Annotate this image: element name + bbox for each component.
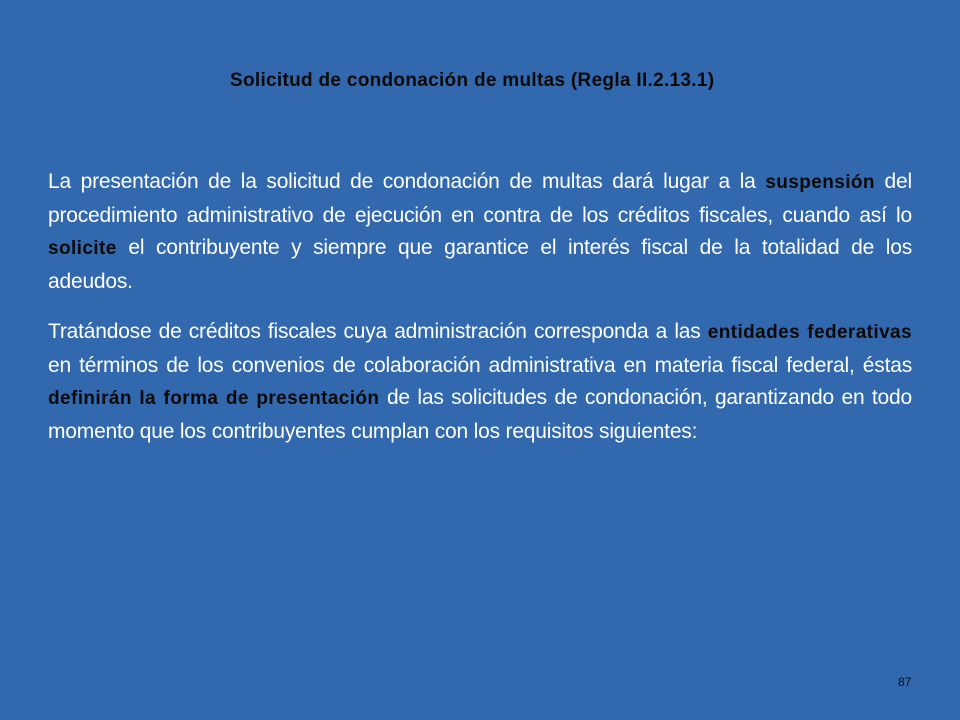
paragraph-text: del procedimiento administrativo de ejecución en contra de los créditos fiscales, cuando así lo (48, 170, 912, 227)
paragraph-text: Tratándose de créditos fiscales cuya administración corresponda a las (48, 320, 708, 343)
slide-body (48, 166, 912, 466)
paragraph-text: el contribuyente y siempre que garantice el interés fiscal de la totalidad de los adeudos. (48, 236, 912, 293)
keyword-suspension: suspensión (765, 172, 875, 193)
paragraph-suspension (48, 166, 912, 298)
paragraph-text: en términos de los convenios de colaboración administrativa en materia fiscal federal, éstas (48, 353, 912, 377)
keyword-solicite: solicite (48, 238, 117, 259)
slide-title: Solicitud de condonación de multas (Regla II.2.13.1) (230, 70, 715, 91)
keyword-entidades-federativas: entidades federativas (707, 322, 912, 343)
paragraph-entidades (48, 316, 912, 448)
paragraph-text: La presentación de la solicitud de condonación de multas dará lugar a la (48, 170, 766, 193)
page-number: 87 (898, 675, 912, 689)
paragraph-text: de las solicitudes de condonación, garantizando en todo momento que los contribuyentes cumplan con los requisitos siguientes: (48, 386, 912, 443)
keyword-forma-presentacion: definirán la forma de presentación (48, 388, 380, 409)
